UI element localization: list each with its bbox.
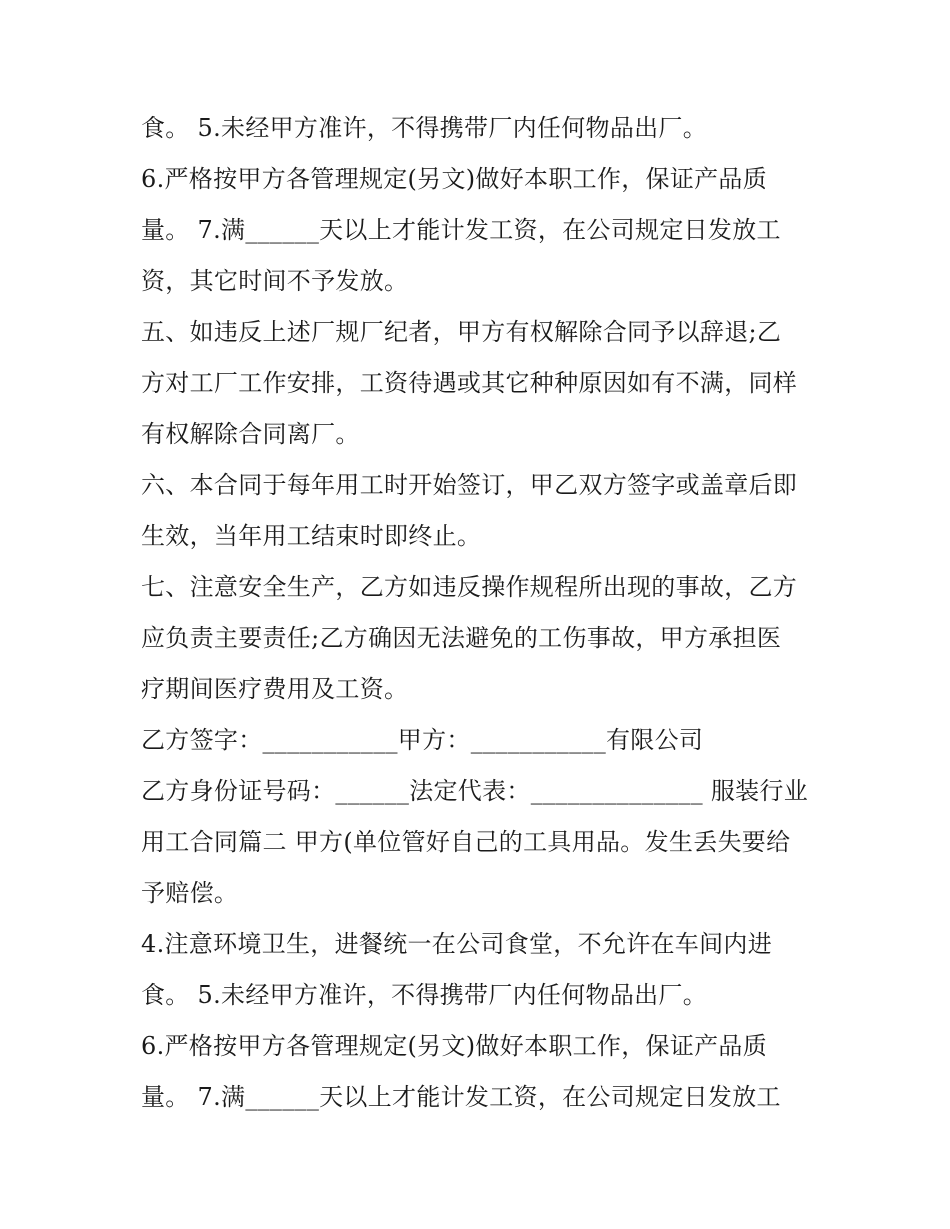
- id-number-line: 乙方身份证号码：______法定代表：______________ 服装行业: [141, 777, 809, 805]
- text-line: 有权解除合同离厂。: [141, 420, 360, 448]
- text-line: 疗期间医疗费用及工资。: [141, 675, 409, 703]
- text-line: 六、本合同于每年用工时开始签订，甲乙双方签字或盖章后即: [141, 471, 798, 499]
- document-body: [141, 103, 821, 1123]
- text-line: 方对工厂工作安排，工资待遇或其它种种原因如有不满，同样: [141, 369, 798, 397]
- text-line: 量。 7.满______天以上才能计发工资，在公司规定日发放工: [141, 1083, 781, 1111]
- text-line: 食。 5.未经甲方准许，不得携带厂内任何物品出厂。: [141, 981, 708, 1009]
- text-line: 用工合同篇二 甲方(单位管好自己的工具用品。发生丢失要给: [141, 828, 791, 856]
- text-line: 五、如违反上述厂规厂纪者，甲方有权解除合同予以辞退;乙: [141, 318, 782, 346]
- signature-line: 乙方签字：___________甲方：___________有限公司: [141, 726, 704, 754]
- text-line: 4.注意环境卫生，进餐统一在公司食堂，不允许在车间内进: [141, 930, 772, 958]
- text-line: 予赔偿。: [141, 879, 239, 907]
- text-line: 量。 7.满______天以上才能计发工资，在公司规定日发放工: [141, 216, 781, 244]
- text-line: 生效，当年用工结束时即终止。: [141, 522, 482, 550]
- text-line: 资，其它时间不予发放。: [141, 267, 409, 295]
- text-line: 6.严格按甲方各管理规定(另文)做好本职工作，保证产品质: [141, 1032, 768, 1060]
- text-line: 食。 5.未经甲方准许，不得携带厂内任何物品出厂。: [141, 114, 708, 142]
- text-line: 七、注意安全生产，乙方如违反操作规程所出现的事故，乙方: [141, 573, 798, 601]
- text-line: 6.严格按甲方各管理规定(另文)做好本职工作，保证产品质: [141, 165, 768, 193]
- text-line: 应负责主要责任;乙方确因无法避免的工伤事故，甲方承担医: [141, 624, 782, 652]
